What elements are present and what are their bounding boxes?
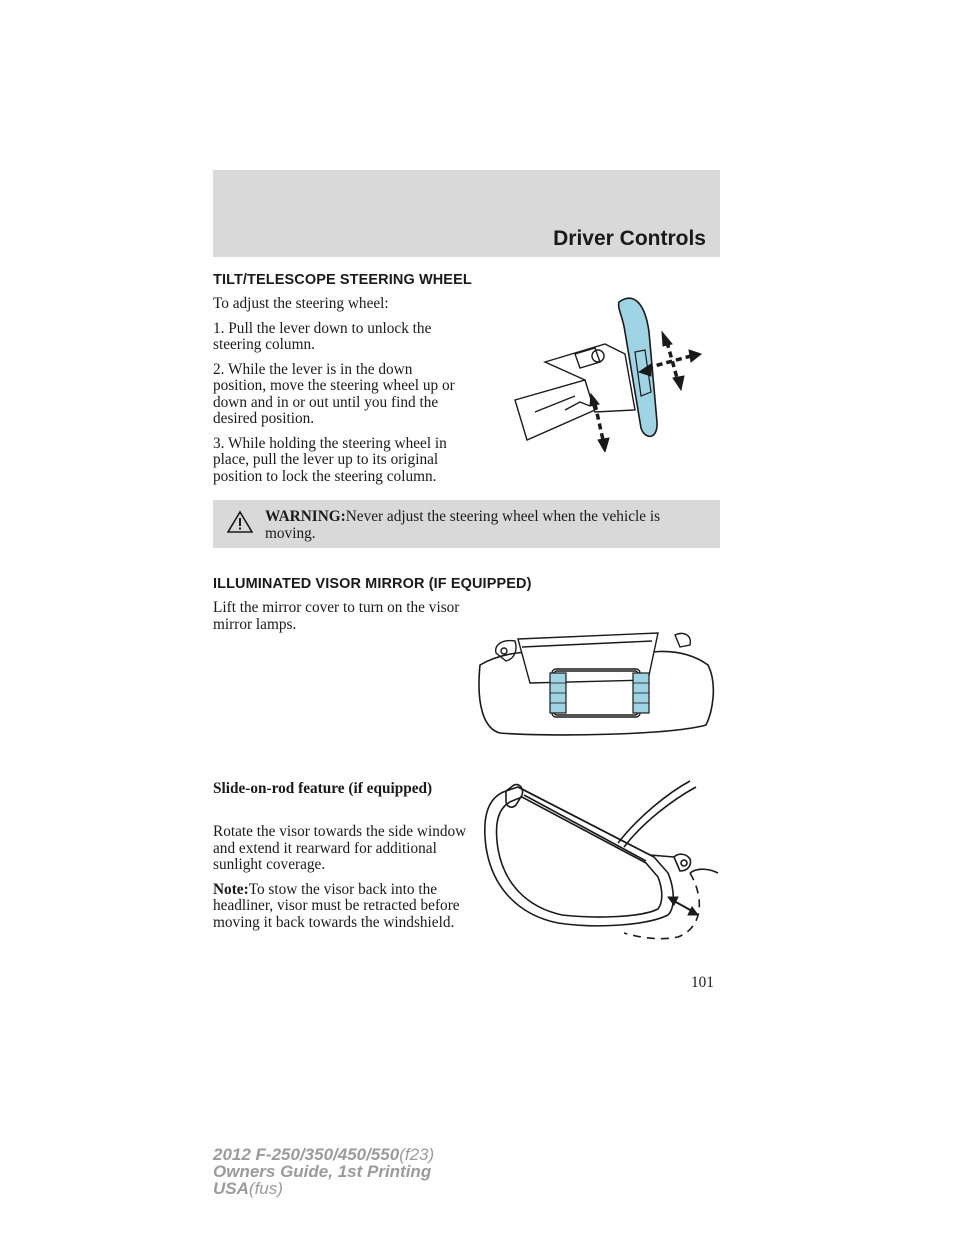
steering-wheel-illustration [505, 292, 720, 452]
note-label: Note: [213, 880, 249, 898]
heading-slide-on-rod: Slide-on-rod feature (if equipped) [213, 780, 433, 797]
tilt-step-1: 1. Pull the lever down to unlock the steering column. [213, 319, 432, 353]
slide-on-rod-note [213, 882, 468, 932]
note-body: To stow the visor back into the headliner, visor must be retracted before moving it back towards the windshield. [213, 880, 460, 931]
tilt-step-2: 2. While the lever is in the down position, move the steering wheel up or down and in or out until you find the desired position. [213, 360, 455, 427]
visor-slide-illustration [478, 777, 723, 942]
footer [213, 1146, 434, 1197]
footer-line-2: Owners Guide, 1st Printing [213, 1162, 432, 1181]
warning-box [213, 500, 720, 548]
footer-line-1 [213, 1146, 434, 1163]
tilt-instructions [213, 296, 468, 493]
footer-model: 2012 F-250/350/450/550 [213, 1145, 400, 1164]
footer-market: USA [213, 1179, 249, 1198]
slide-on-rod-body: Rotate the visor towards the side window and extend it rearward for additional sunlight coverage. [213, 823, 467, 873]
footer-line-3 [213, 1180, 434, 1197]
visor-mirror-text: Lift the mirror cover to turn on the visor mirror lamps. [213, 599, 460, 633]
slide-on-rod-text [213, 824, 468, 939]
warning-message [265, 508, 713, 542]
section-title: Driver Controls [553, 227, 706, 250]
footer-market-code: (fus) [248, 1179, 283, 1198]
header-band [213, 170, 720, 257]
warning-icon [227, 510, 253, 534]
heading-tilt-telescope: TILT/TELESCOPE STEERING WHEEL [213, 272, 472, 288]
warning-label: WARNING: [265, 508, 346, 525]
heading-visor-mirror: ILLUMINATED VISOR MIRROR (IF EQUIPPED) [213, 576, 532, 592]
page-number: 101 [691, 974, 714, 991]
tilt-intro: To adjust the steering wheel: [213, 295, 389, 312]
warning-body: Never adjust the steering wheel when the vehicle is moving. [265, 508, 661, 542]
footer-model-code: (f23) [399, 1145, 435, 1164]
tilt-step-3: 3. While holding the steering wheel in place, pull the lever up to its original position to lock the steering column. [213, 434, 447, 485]
visor-mirror-illustration [470, 625, 720, 745]
